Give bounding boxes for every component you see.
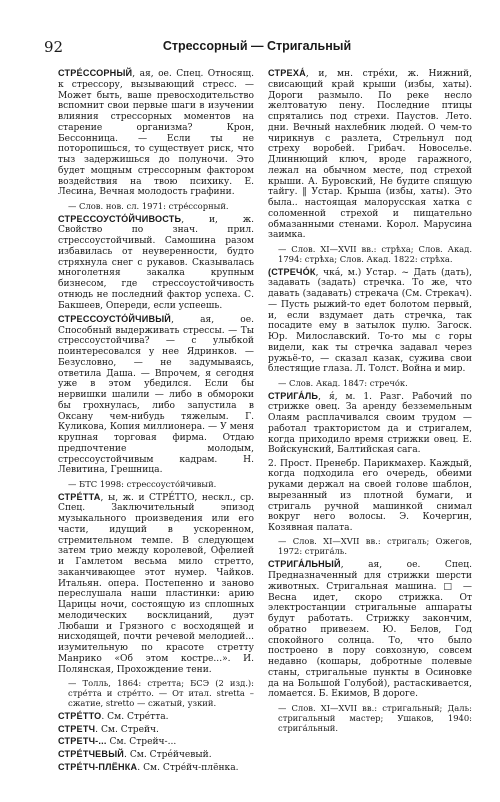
dictionary-entry xyxy=(268,267,472,376)
right-column xyxy=(268,68,472,736)
headword: СТРИГА́ЛЬ xyxy=(268,390,319,401)
entry-source: — Слов. нов. сл. 1971: стре́ссорный. xyxy=(68,200,229,211)
headword: СТРЕССОУСТО́ЙЧИВЫЙ xyxy=(58,313,172,324)
definition-text: , ая, ое. Спец. Относящ. к стрессору, вызывающий стресс. — Может быть, ваше превосходительство вспомнит свои первые шаги в изучении влияния стрессорных моментов на старение организма? Крон, Бессонница. — Если ты не поторопишься, то существует риск, что тыз задержишься до полуночи. Это будет мощным стрессорным фактором воздействия на твою психику. Е. Лесина, Вечная молодость графини. xyxy=(58,69,254,198)
cross-reference xyxy=(58,749,254,761)
entry-source: — Слов. XI—XVII вв.: стрѣха; Слов. Акад. 1794: стрѣха; Слов. Акад. 1822: стрѣха. xyxy=(278,243,472,264)
definition-text: , ая, ое. Спец. Предназначенный для стрижки шерсти животных. Стригальная машина. □ — Весна идет, скоро стрижка. От электростанции стригальные аппараты будут работать. Стрижку закончим, обратно привезем. Ю. Белов, Год спокойного солнца. То, что было построено в пору совхозную, совсем недавно (кошары, добротные полевые станы, стригальные пункты в Осиновке да на Большой Голубой), растаскивается, ломается. Б. Екимов, В дороге. xyxy=(268,560,472,700)
dictionary-entry xyxy=(58,314,254,476)
left-column xyxy=(58,68,254,775)
entry-source: — Слов. XI—XVII вв.: стригаль; Ожегов, 1972: стрига́ль. xyxy=(278,536,472,557)
headword: СТРЕТЧ-... xyxy=(58,736,107,747)
dictionary-entry xyxy=(58,214,254,312)
definition-text: . См. Стре́тта. xyxy=(101,711,169,722)
headword: СТРЕССОУСТО́ЙЧИВОСТЬ xyxy=(58,213,182,224)
entry-source: — Слов. XI—XVII вв.: стригальный; Даль: стригальный мастер; Ушаков, 1940: стрига́льный. xyxy=(278,702,472,733)
entry-sense xyxy=(268,459,472,534)
cross-reference xyxy=(58,736,254,748)
headword: СТРЕ́ТЧЕВЫЙ xyxy=(58,749,125,759)
page-header xyxy=(44,38,470,58)
dictionary-entry xyxy=(58,492,254,676)
headword: СТРЕ́ТЧ-ПЛЁНКА xyxy=(58,761,138,772)
dictionary-entry xyxy=(58,68,254,198)
definition-text: , и, мн. стре́хи, ж. Нижний, свисающий край крыши (избы, хаты). Дороги размыло. По реке несло желтоватую пену. Последние птицы спрятались под стрехи. Паустов. Лето. дни. Вечный нахлебник людей. О чем-то чирикнув с разлета, Стрельнул под стреху воробей. Грибач. Новоселье. Длиннющий ключ, вроде гаражного, лежал на обычном месте, под стрехой крыши. А. Буровский, Не будите спящую тайгу. ‖ Устар. Крыша (избы, хаты). Это была.. настоящая малорусская хатка с соломенной стрехой и пищательно обмазанными стенами. Корол. Марусина заимка. xyxy=(268,69,472,241)
dictionary-entry xyxy=(268,559,472,700)
cross-reference xyxy=(58,711,254,723)
definition-text: , чка́, м.) Устар. ~ Дать (дать), задавать (задать) стречка. То же, что давать (задавать) стрекача (См. Стрекач). — Пусть рыжий-то едет болотом первый, и, если вздумает дать стречка, так посадите ему в затылок пулю. Загоск. Юр. Милославский. То-то мы с горы видели, как ты стречка задавал через ружьё-то, — сказал казак, сужива свои блестящие глаза. Л. Толст. Война и мир. xyxy=(268,267,472,375)
definition-text: , ы, ж. и СТРЕ́ТТО, нескл., ср. Спец. Заключительный эпизод музыкального произведения или его части, идущий в ускоренном, стремительном темпе. В следующем затем трио между королевой, Офелией и Гамлетом весьма мило стретто, заканчивающее этот нумер. Чайков. Итальян. опера. Постепенно и заново переслушала наши пластинки: арию Царицы ночи, состоящую из сплошных мелодических восклицаний, дуэт Любаши и Грязного с восходящей и нисходящей, почти речевой мелодией... изумительную по красоте стретту Манрико «Об этом костре...». И. Полянская, Прохождение тени. xyxy=(58,492,254,675)
entry-source: — Толль, 1864: стретта; БСЭ (2 изд.): стре́тта и стре́тто. — От итал. stretta – сжатие, stretto — сжатый, узкий. xyxy=(68,677,254,708)
definition-text: , и, ж. Свойство по знач. прил. стрессоустойчивый. Самошина разом избавилась от неуверенности, будто стряхнула снег с рукавов. Сказывалась многолетняя закалка крупным бизнесом, где стрессоустойчивость отнюдь не последний фактор успеха. С. Бакшеев, Опереди, если успеешь. xyxy=(58,214,254,311)
cross-reference xyxy=(58,724,254,736)
page-number: 92 xyxy=(44,38,64,56)
entry-source: — Слов. Акад. 1847: стречо́к. xyxy=(278,377,408,388)
definition-text: См. Стрейч-... xyxy=(106,737,177,748)
dictionary-entry xyxy=(268,68,472,241)
cross-reference xyxy=(58,762,254,774)
headword: СТРЕТЧ xyxy=(58,723,96,734)
definition-text: , ая, ое. Способный выдерживать стрессы. — Ты стрессоустойчива? — с улыбкой поинтересовался у нее Ядринков. — Безусловно, — не задумываясь, ответила Даша. — Впрочем, я сегодня уже в этом убедился. Если бы нервишки шалили — либо в обмороки бы грохнулась, либо запустила в Оксану чем-нибудь тяжелым. Г. Куликова, Копия миллионера. — У меня крупная торговая фирма. Отдаю предпочтение молодым, стрессоустойчивым кадрам. Н. Левитина, Грешница. xyxy=(58,314,254,476)
headword: СТРЕ́ТТО xyxy=(58,710,102,721)
headword: СТРЕХА́ xyxy=(268,68,306,78)
entry-source: — БТС 1998: стрессоусто́йчивый. xyxy=(68,478,217,489)
definition-text: . См. Стре́йч-плёнка. xyxy=(137,762,239,773)
running-head: Стрессорный — Стригальный xyxy=(162,39,352,53)
headword: СТРИГА́ЛЬНЫЙ xyxy=(268,559,341,570)
dictionary-entry xyxy=(268,391,472,457)
headword: СТРЕ́ССОРНЫЙ xyxy=(58,68,133,78)
headword: СТРЕ́ТТА xyxy=(58,491,101,502)
definition-text: . См. Стрейч. xyxy=(95,724,159,735)
definition-text: , я́, м. 1. Разг. Рабочий по стрижке овец. За аренду безземельным Олаям расплачивался своим трудом — работал трактористом да и стригалем, когда приходило время стрижки овец. Е. Войскунский, Балтийская сага. xyxy=(268,391,472,456)
definition-text: . См. Стре́йчевый. xyxy=(124,750,212,760)
definition-text: 2. Прост. Пренебр. Парикмахер. Каждый, когда подходила его очередь, обеими руками держал на своей голове шаблон, вырезанный из плотной бумаги, и стригаль ручной машинкой снимал вокруг него волосы. Э. Кочергин, Козявная палата. xyxy=(268,458,472,533)
headword: (СТРЕЧО́К xyxy=(268,266,316,277)
